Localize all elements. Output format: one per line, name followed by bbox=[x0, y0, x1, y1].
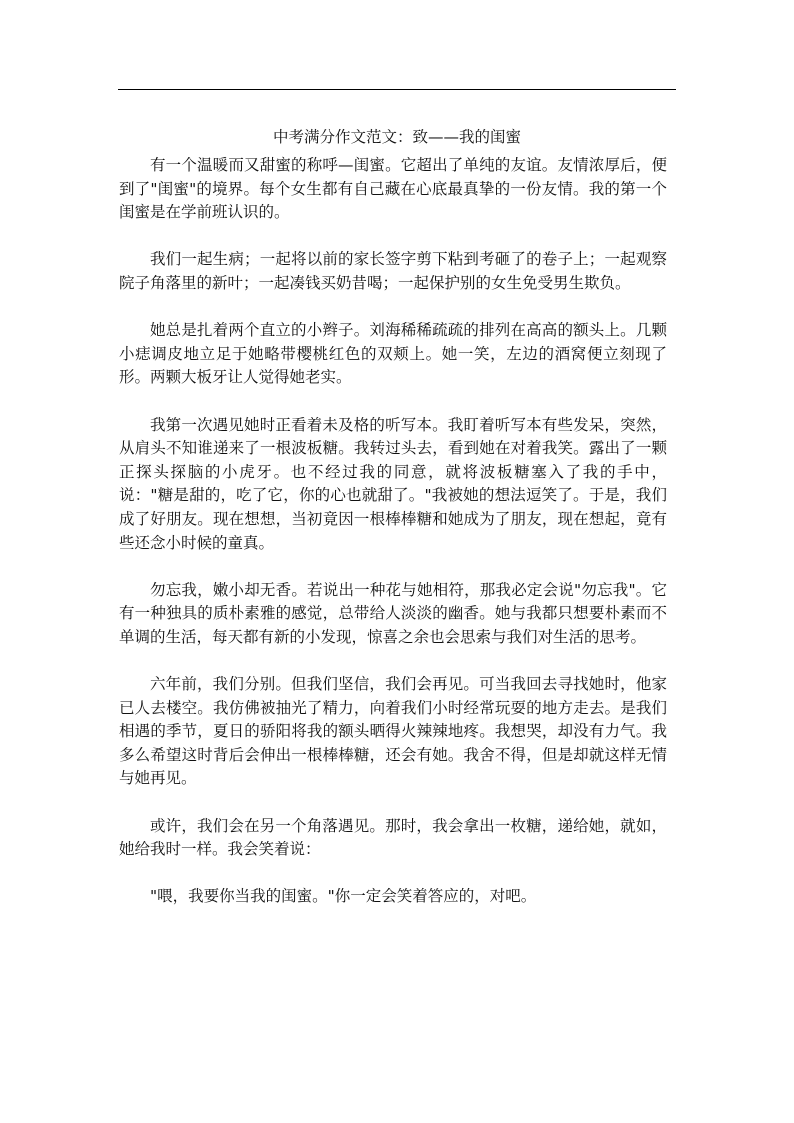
paragraph-8: "喂，我要你当我的闺蜜。"你一定会笑着答应的，对吧。 bbox=[150, 887, 537, 906]
paragraph-7: 或许，我们会在另一个角落遇见。那时，我会拿出一枚糖，递给她，就如，她给我时一样。我会笑着说： bbox=[119, 816, 667, 859]
header-rule bbox=[118, 89, 676, 90]
paragraph-4: 我第一次遇见她时正看着未及格的听写本。我盯着听写本有些发呆，突然，从肩头不知谁递来了一根波板糖。我转过头去，看到她在对着我笑。露出了一颗正探头探脑的小虎牙。也不经过我的同意，就将波板糖塞入了我的手中，说："糖是甜的，吃了它，你的心也就甜了。"我被她的想法逗笑了。于是，我们成了好朋友。现在想想，当初竟因一根棒棒糖和她成为了朋友，现在想起，竟有些还念小时候的童真。 bbox=[119, 415, 667, 552]
document-title: 中考满分作文范文：致——我的闺蜜 bbox=[272, 128, 521, 146]
paragraph-3: 她总是扎着两个直立的小辫子。刘海稀稀疏疏的排列在高高的额头上。几颗小痣调皮地立足于她略带樱桃红色的双颊上。她一笑，左边的酒窝便立刻现了形。两颗大板牙让人觉得她老实。 bbox=[119, 321, 667, 387]
paragraph-6: 六年前，我们分别。但我们坚信，我们会再见。可当我回去寻找她时，他家已人去楼空。我仿佛被抽光了精力，向着我们小时经常玩耍的地方走去。是我们相遇的季节，夏日的骄阳将我的额头晒得火辣辣地疼。我想哭，却没有力气。我多么希望这时背后会伸出一根棒棒糖，还会有她。我舍不得，但是却就这样无情与她再见。 bbox=[119, 675, 667, 788]
document-body bbox=[119, 124, 667, 909]
paragraph-5: 勿忘我，嫩小却无香。若说出一种花与她相符，那我必定会说"勿忘我"。它有一种独具的质朴素雅的感觉，总带给人淡淡的幽香。她与我都只想要朴素而不单调的生活，每天都有新的小发现，惊喜之余也会思索与我们对生活的思考。 bbox=[119, 580, 667, 646]
paragraph-1: 有一个温暖而又甜蜜的称呼—闺蜜。它超出了单纯的友谊。友情浓厚后，便到了"闺蜜"的境界。每个女生都有自己藏在心底最真挚的一份友情。我的第一个闺蜜是在学前班认识的。 bbox=[119, 156, 667, 222]
paragraph-2: 我们一起生病；一起将以前的家长签字剪下粘到考砸了的卷子上；一起观察院子角落里的新叶；一起凑钱买奶昔喝；一起保护别的女生免受男生欺负。 bbox=[119, 250, 667, 292]
